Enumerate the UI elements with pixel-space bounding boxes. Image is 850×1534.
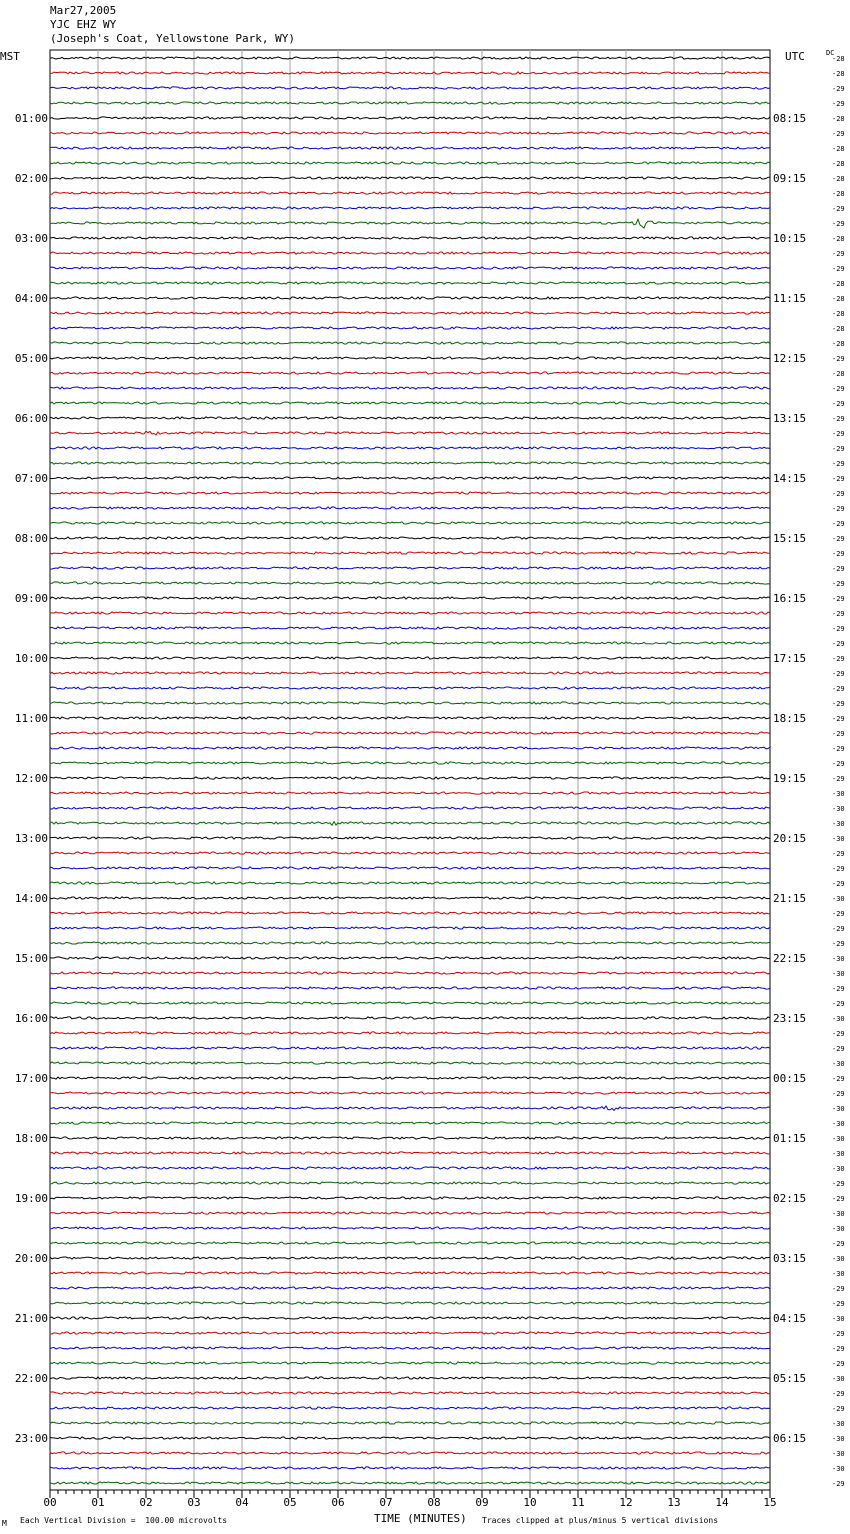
seismic-trace (50, 1092, 770, 1094)
x-tick-label: 10 (523, 1496, 537, 1509)
hour-label-utc: 01:15 (773, 1132, 807, 1145)
seismic-trace (50, 357, 770, 359)
dc-offset-label: -30 (832, 805, 845, 813)
dc-offset-label: -29 (832, 565, 845, 573)
seismic-trace (50, 1167, 770, 1169)
dc-offset-label: -29 (832, 760, 845, 768)
station-code: YJC EHZ WY (50, 18, 117, 31)
seismic-trace (50, 552, 770, 554)
hour-label-utc: 09:15 (773, 172, 807, 185)
seismic-trace (50, 1002, 770, 1004)
scale-note: Each Vertical Division = 100.00 microvolts (20, 1516, 228, 1525)
dc-offset-label: -30 (832, 1150, 845, 1158)
seismic-trace (50, 1437, 770, 1439)
seismic-trace (50, 957, 770, 959)
seismic-trace (50, 897, 770, 899)
seismic-trace (50, 219, 770, 228)
seismic-trace (50, 1317, 770, 1319)
hour-label-utc: 05:15 (773, 1372, 807, 1385)
dc-offset-label: -28 (832, 235, 845, 243)
dc-offset-label: -29 (832, 1300, 845, 1308)
hour-label-mst: 20:00 (14, 1252, 48, 1265)
seismic-trace (50, 252, 770, 254)
hour-label-utc: 00:15 (773, 1072, 807, 1085)
seismic-trace (50, 1287, 770, 1289)
dc-offset-label: -29 (832, 595, 845, 603)
dc-offset-label: -29 (832, 850, 845, 858)
hour-label-mst: 07:00 (14, 472, 48, 485)
seismic-trace (50, 477, 770, 479)
hour-label-mst: 23:00 (14, 1432, 48, 1445)
hour-label-utc: 08:15 (773, 112, 807, 125)
hour-label-mst: 18:00 (14, 1132, 48, 1145)
seismic-trace (50, 1017, 770, 1019)
dc-offset-label: -29 (832, 220, 845, 228)
hour-label-mst: 22:00 (14, 1372, 48, 1385)
seismic-trace (50, 1482, 770, 1484)
seismic-trace (50, 87, 770, 89)
dc-offset-label: -29 (832, 700, 845, 708)
seismic-trace (50, 492, 770, 494)
dc-offset-label: -28 (832, 295, 845, 303)
seismic-trace (50, 1152, 770, 1154)
dc-offset-label: -29 (832, 985, 845, 993)
dc-offset-label: -28 (832, 340, 845, 348)
hour-label-mst: 15:00 (14, 952, 48, 965)
dc-offset-label: -29 (832, 445, 845, 453)
seismic-trace (50, 597, 770, 599)
seismic-trace (50, 1122, 770, 1124)
dc-offset-label: -30 (832, 1375, 845, 1383)
dc-offset-label: -29 (832, 910, 845, 918)
seismic-trace (50, 522, 770, 524)
seismic-trace (50, 642, 770, 644)
seismic-trace (50, 1137, 770, 1139)
seismic-trace (50, 777, 770, 779)
dc-offset-label: -29 (832, 505, 845, 513)
seismic-trace (50, 1332, 770, 1334)
seismic-trace (50, 627, 770, 629)
dc-offset-label: -30 (832, 1165, 845, 1173)
seismic-trace (50, 1212, 770, 1214)
dc-offset-label: -30 (832, 790, 845, 798)
seismic-trace (50, 431, 770, 435)
x-tick-label: 02 (139, 1496, 153, 1509)
hour-label-mst: 04:00 (14, 292, 48, 305)
seismic-trace (50, 1032, 770, 1034)
dc-offset-label: -29 (832, 355, 845, 363)
seismic-trace (50, 972, 770, 974)
dc-offset-label: -28 (832, 325, 845, 333)
dc-offset-label: -29 (832, 640, 845, 648)
seismic-trace (50, 177, 770, 179)
hour-label-utc: 21:15 (773, 892, 807, 905)
seismic-trace (50, 657, 770, 659)
hour-label-mst: 01:00 (14, 112, 48, 125)
seismic-trace (50, 387, 770, 389)
hour-label-mst: 11:00 (14, 712, 48, 725)
seismic-trace (50, 57, 770, 59)
dc-offset-label: -29 (832, 1195, 845, 1203)
seismic-trace (50, 1257, 770, 1259)
seismic-trace (50, 837, 770, 839)
dc-offset-label: -30 (832, 1420, 845, 1428)
right-timezone-label: UTC (785, 50, 805, 63)
x-tick-label: 08 (427, 1496, 441, 1509)
seismic-trace (50, 807, 770, 809)
seismic-trace (50, 792, 770, 794)
dc-offset-label: -29 (832, 610, 845, 618)
x-tick-label: 03 (187, 1496, 201, 1509)
dc-offset-label: -29 (832, 745, 845, 753)
dc-offset-label: -28 (832, 175, 845, 183)
record-date: Mar27,2005 (50, 4, 117, 17)
dc-offset-label: -29 (832, 1030, 845, 1038)
hour-label-mst: 14:00 (14, 892, 48, 905)
hour-label-utc: 15:15 (773, 532, 807, 545)
left-timezone-label: MST (0, 50, 20, 63)
dc-offset-label: -29 (832, 535, 845, 543)
dc-offset-label: -30 (832, 835, 845, 843)
seismic-trace (50, 1242, 770, 1244)
dc-offset-label: -29 (832, 1360, 845, 1368)
x-tick-label: 13 (667, 1496, 681, 1509)
seismic-trace (50, 132, 770, 134)
seismic-trace (50, 582, 770, 584)
dc-offset-label: -29 (832, 460, 845, 468)
dc-offset-label: -29 (832, 1285, 845, 1293)
hour-label-mst: 16:00 (14, 1012, 48, 1025)
seismic-trace (50, 567, 770, 569)
dc-offset-label: -29 (832, 775, 845, 783)
dc-offset-label: -28 (832, 280, 845, 288)
clip-note: Traces clipped at plus/minus 5 vertical divisions (482, 1516, 719, 1525)
hour-label-utc: 06:15 (773, 1432, 807, 1445)
hour-label-utc: 03:15 (773, 1252, 807, 1265)
seismic-trace (50, 882, 770, 884)
seismic-trace (50, 327, 770, 329)
dc-offset-label: -28 (832, 190, 845, 198)
hour-label-utc: 11:15 (773, 292, 807, 305)
dc-offset-label: -29 (832, 1000, 845, 1008)
dc-offset-label: -30 (832, 1210, 845, 1218)
seismic-trace (50, 927, 770, 929)
dc-offset-label: -28 (832, 55, 845, 63)
dc-offset-label: -29 (832, 520, 845, 528)
seismic-trace (50, 417, 770, 419)
dc-offset-label: -30 (832, 1015, 845, 1023)
seismic-trace (50, 942, 770, 944)
seismic-trace (50, 537, 770, 539)
hour-label-utc: 12:15 (773, 352, 807, 365)
hour-label-mst: 21:00 (14, 1312, 48, 1325)
hour-label-utc: 19:15 (773, 772, 807, 785)
dc-offset-label: -29 (832, 715, 845, 723)
dc-offset-label: -30 (832, 1060, 845, 1068)
hour-label-utc: 22:15 (773, 952, 807, 965)
hour-label-mst: 02:00 (14, 172, 48, 185)
hour-label-utc: 23:15 (773, 1012, 807, 1025)
dc-offset-label: -28 (832, 145, 845, 153)
seismic-trace (50, 1467, 770, 1469)
dc-offset-label: -29 (832, 685, 845, 693)
seismic-trace (50, 297, 770, 299)
dc-offset-label: -29 (832, 265, 845, 273)
seismic-trace (50, 462, 770, 464)
dc-offset-label: -28 (832, 310, 845, 318)
seismic-trace (50, 1272, 770, 1274)
seismic-trace (50, 1077, 770, 1079)
dc-offset-label: -29 (832, 580, 845, 588)
dc-offset-label: -30 (832, 1135, 845, 1143)
dc-offset-label: -30 (832, 1255, 845, 1263)
seismic-trace (50, 747, 770, 749)
seismic-trace (50, 147, 770, 149)
seismic-trace (50, 762, 770, 764)
x-tick-label: 01 (91, 1496, 105, 1509)
seismic-trace (50, 1362, 770, 1364)
dc-offset-label: -29 (832, 655, 845, 663)
hour-label-utc: 18:15 (773, 712, 807, 725)
seismic-trace (50, 1227, 770, 1229)
seismic-trace (50, 1062, 770, 1064)
dc-offset-label: -30 (832, 1105, 845, 1113)
seismic-trace (50, 672, 770, 674)
seismic-trace (50, 237, 770, 239)
seismic-trace (50, 822, 770, 826)
seismic-trace (50, 1452, 770, 1454)
dc-offset-label: -30 (832, 955, 845, 963)
seismic-trace (50, 342, 770, 344)
dc-offset-label: -29 (832, 1090, 845, 1098)
dc-offset-label: -30 (832, 895, 845, 903)
dc-offset-label: -29 (832, 670, 845, 678)
hour-label-utc: 17:15 (773, 652, 807, 665)
dc-offset-label: -29 (832, 730, 845, 738)
seismic-trace (50, 717, 770, 719)
dc-offset-label: -29 (832, 400, 845, 408)
hour-label-utc: 20:15 (773, 832, 807, 845)
dc-offset-label: -29 (832, 475, 845, 483)
dc-offset-label: -29 (832, 205, 845, 213)
dc-offset-label: -29 (832, 250, 845, 258)
seismic-trace (50, 1377, 770, 1379)
dc-offset-label: -29 (832, 130, 845, 138)
dc-offset-header: DC (826, 49, 835, 57)
dc-offset-label: -29 (832, 385, 845, 393)
seismic-trace (50, 1407, 770, 1409)
seismic-trace (50, 1422, 770, 1424)
hour-label-mst: 13:00 (14, 832, 48, 845)
hour-label-mst: 08:00 (14, 532, 48, 545)
hour-label-mst: 05:00 (14, 352, 48, 365)
seismic-trace (50, 402, 770, 404)
dc-offset-label: -29 (832, 1075, 845, 1083)
dc-offset-label: -29 (832, 1045, 845, 1053)
x-tick-label: 14 (715, 1496, 729, 1509)
seismic-trace (50, 267, 770, 269)
x-tick-label: 00 (43, 1496, 57, 1509)
seismic-trace (50, 612, 770, 614)
station-location: (Joseph's Coat, Yellowstone Park, WY) (50, 32, 296, 45)
x-tick-label: 09 (475, 1496, 489, 1509)
seismic-trace (50, 117, 770, 119)
dc-offset-label: -29 (832, 85, 845, 93)
seismic-trace (50, 732, 770, 734)
dc-offset-label: -28 (832, 370, 845, 378)
hour-label-mst: 12:00 (14, 772, 48, 785)
dc-offset-label: -29 (832, 1345, 845, 1353)
dc-offset-label: -30 (832, 820, 845, 828)
dc-offset-label: -29 (832, 1480, 845, 1488)
x-tick-label: 07 (379, 1496, 393, 1509)
dc-offset-label: -30 (832, 1465, 845, 1473)
seismic-trace (50, 1302, 770, 1304)
dc-offset-label: -30 (832, 1450, 845, 1458)
dc-offset-label: -30 (832, 1270, 845, 1278)
hour-label-mst: 03:00 (14, 232, 48, 245)
seismic-trace (50, 312, 770, 314)
dc-offset-label: -29 (832, 1405, 845, 1413)
seismic-trace (50, 72, 770, 74)
corner-mark: M (2, 1519, 7, 1528)
dc-offset-label: -28 (832, 115, 845, 123)
dc-offset-label: -30 (832, 1120, 845, 1128)
dc-offset-label: -29 (832, 1330, 845, 1338)
seismic-trace (50, 987, 770, 989)
seismic-trace (50, 507, 770, 509)
seismic-trace (50, 1347, 770, 1349)
dc-offset-label: -29 (832, 1240, 845, 1248)
dc-offset-label: -29 (832, 100, 845, 108)
dc-offset-label: -30 (832, 1435, 845, 1443)
seismic-trace (50, 912, 770, 914)
dc-offset-label: -30 (832, 1315, 845, 1323)
hour-label-utc: 10:15 (773, 232, 807, 245)
dc-offset-label: -29 (832, 865, 845, 873)
x-tick-label: 05 (283, 1496, 297, 1509)
seismic-trace (50, 102, 770, 104)
seismic-trace (50, 687, 770, 689)
hour-label-utc: 14:15 (773, 472, 807, 485)
seismic-trace (50, 447, 770, 449)
seismic-trace (50, 867, 770, 869)
seismic-trace (50, 852, 770, 854)
dc-offset-label: -29 (832, 430, 845, 438)
x-tick-label: 04 (235, 1496, 249, 1509)
dc-offset-label: -29 (832, 1180, 845, 1188)
x-tick-label: 15 (763, 1496, 777, 1509)
dc-offset-label: -30 (832, 970, 845, 978)
hour-label-mst: 09:00 (14, 592, 48, 605)
hour-label-mst: 06:00 (14, 412, 48, 425)
x-axis-label: TIME (MINUTES) (374, 1512, 467, 1525)
seismic-trace (50, 162, 770, 164)
hour-label-mst: 17:00 (14, 1072, 48, 1085)
dc-offset-label: -28 (832, 160, 845, 168)
hour-label-utc: 04:15 (773, 1312, 807, 1325)
dc-offset-label: -29 (832, 490, 845, 498)
hour-label-mst: 10:00 (14, 652, 48, 665)
seismic-trace (50, 282, 770, 284)
seismic-trace (50, 372, 770, 374)
seismic-trace (50, 192, 770, 194)
dc-offset-label: -29 (832, 880, 845, 888)
hour-label-utc: 13:15 (773, 412, 807, 425)
dc-offset-label: -28 (832, 70, 845, 78)
seismic-trace (50, 1182, 770, 1184)
dc-offset-label: -29 (832, 1390, 845, 1398)
x-tick-label: 11 (571, 1496, 585, 1509)
hour-label-utc: 16:15 (773, 592, 807, 605)
seismic-trace (50, 207, 770, 209)
dc-offset-label: -29 (832, 415, 845, 423)
seismic-trace (50, 1197, 770, 1199)
dc-offset-label: -29 (832, 925, 845, 933)
hour-label-mst: 19:00 (14, 1192, 48, 1205)
hour-label-utc: 02:15 (773, 1192, 807, 1205)
x-tick-label: 06 (331, 1496, 345, 1509)
dc-offset-label: -29 (832, 940, 845, 948)
dc-offset-label: -29 (832, 625, 845, 633)
dc-offset-label: -30 (832, 1225, 845, 1233)
dc-offset-label: -29 (832, 550, 845, 558)
seismic-trace (50, 1392, 770, 1394)
seismic-trace (50, 1047, 770, 1049)
x-tick-label: 12 (619, 1496, 633, 1509)
seismic-trace (50, 1106, 770, 1110)
seismic-trace (50, 702, 770, 704)
